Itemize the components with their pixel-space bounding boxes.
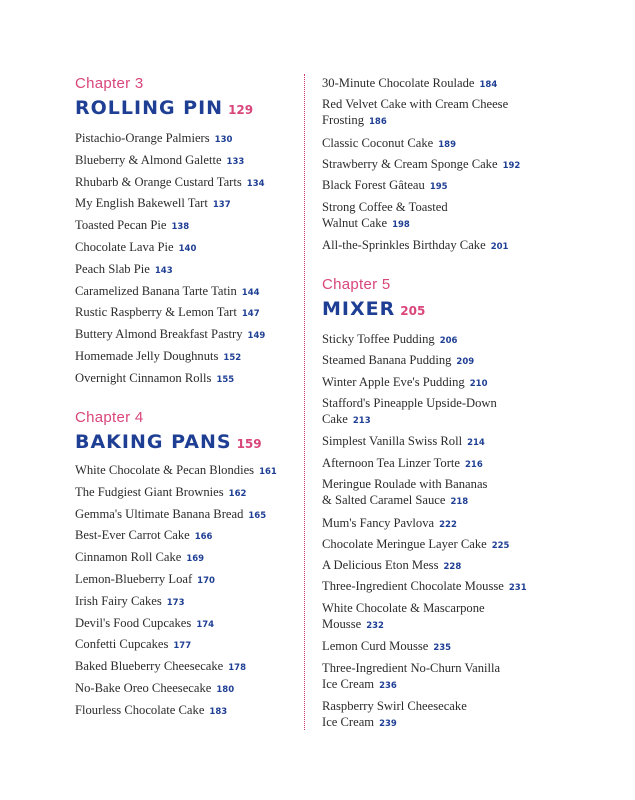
entry-title: Caramelized Banana Tarte Tatin <box>75 283 237 298</box>
entry-title: Chocolate Meringue Layer Cake <box>322 536 487 551</box>
entry-title: Overnight Cinnamon Rolls <box>75 370 212 385</box>
entry-title: Red Velvet Cake with Cream Cheese <box>322 97 509 112</box>
toc-entry <box>322 156 520 174</box>
entry-title: The Fudgiest Giant Brownies <box>75 484 224 499</box>
chapter-3-section <box>75 75 290 385</box>
entry-page-number: 214 <box>467 438 485 449</box>
toc-entry <box>75 195 231 213</box>
entry-page-number: 173 <box>166 597 185 608</box>
entry-title: Steamed Banana Pudding <box>322 353 452 368</box>
entry-title: Blueberry & Almond Galette <box>75 152 222 167</box>
entry-page-number: 235 <box>433 643 452 654</box>
entry-page-number: 239 <box>379 719 397 729</box>
entry-title: Lemon-Blueberry Loaf <box>75 572 193 586</box>
toc-entry <box>322 352 474 370</box>
chapter-3-title-text: ROLLING PIN <box>75 97 224 119</box>
entry-page-number: 213 <box>352 415 371 426</box>
entry-title: Mum's Fancy Pavlova <box>322 515 435 530</box>
toc-entry <box>75 484 246 502</box>
chapter-5-section <box>322 277 622 321</box>
toc-entry <box>322 578 527 596</box>
entry-title: White Chocolate & Pecan Blondies <box>75 463 255 477</box>
chapter-4-label: Chapter 4 <box>75 409 144 426</box>
entry-title: Peach Slab Pie <box>75 261 150 276</box>
toc-entry <box>322 395 497 429</box>
entry-title: Chocolate Lava Pie <box>75 240 174 254</box>
entry-page-number: 231 <box>508 583 527 594</box>
entry-title-continued: Cake <box>322 411 348 426</box>
entry-page-number: 178 <box>228 663 247 674</box>
entry-page-number: 165 <box>248 510 267 521</box>
chapter-5-label: Chapter 5 <box>322 276 391 293</box>
entry-title: White Chocolate & Mascarpone <box>322 600 485 615</box>
entry-page-number: 144 <box>241 287 260 298</box>
entry-title: Gemma's Ultimate Banana Bread <box>75 506 244 521</box>
toc-entry <box>75 261 173 279</box>
toc-entry <box>75 462 277 480</box>
entry-title: Best-Ever Carrot Cake <box>75 528 190 543</box>
toc-entry <box>75 130 232 148</box>
toc-entry <box>75 636 191 654</box>
entry-title: Raspberry Swirl Cheesecake <box>322 699 467 713</box>
chapter-5-title <box>322 297 622 321</box>
entry-page-number: 137 <box>212 200 231 211</box>
entry-title: Irish Fairy Cakes <box>75 593 162 608</box>
entry-title-continued: Ice Cream <box>322 715 375 729</box>
entry-page-number: 209 <box>456 357 475 368</box>
toc-entry <box>75 348 241 366</box>
entry-page-number: 195 <box>429 182 448 193</box>
toc-entry <box>75 370 234 388</box>
toc-entry <box>75 326 265 344</box>
toc-entry <box>322 374 487 392</box>
entry-page-number: 166 <box>194 532 213 543</box>
toc-entry <box>75 549 204 567</box>
toc-entry <box>75 239 196 257</box>
entry-page-number: 149 <box>247 331 266 342</box>
chapter-4-title-text: BAKING PANS <box>75 431 232 453</box>
toc-entry <box>322 515 457 533</box>
entry-page-number: 210 <box>469 378 488 389</box>
entry-title: 30-Minute Chocolate Roulade <box>322 76 475 90</box>
entry-title-continued: Frosting <box>322 113 364 128</box>
entry-page-number: 192 <box>502 161 521 172</box>
chapter-3-label: Chapter 3 <box>75 75 144 92</box>
entry-page-number: 232 <box>366 620 384 631</box>
entry-title: Stafford's Pineapple Upside-Down <box>322 395 497 410</box>
entry-page-number: 143 <box>154 265 173 276</box>
entry-page-number: 228 <box>443 562 462 573</box>
toc-entry <box>322 433 485 451</box>
entry-page-number: 201 <box>490 242 509 253</box>
toc-entry <box>322 75 497 93</box>
entry-page-number: 236 <box>379 680 397 691</box>
entry-title: Buttery Almond Breakfast Pastry <box>75 327 243 342</box>
chapter-4-section <box>75 409 290 717</box>
toc-entry <box>75 680 234 698</box>
entry-title-continued: Ice Cream <box>322 676 375 691</box>
entry-title: A Delicious Eton Mess <box>322 558 439 573</box>
entry-page-number: 184 <box>479 80 498 90</box>
entry-page-number: 161 <box>259 467 277 477</box>
entry-title-continued: Walnut Cake <box>322 215 388 230</box>
entry-title-line2 <box>322 215 448 233</box>
entry-title-line2 <box>322 411 497 429</box>
toc-entry <box>75 174 265 192</box>
entry-title: Winter Apple Eve's Pudding <box>322 374 465 389</box>
toc-entry <box>322 237 508 255</box>
entry-page-number: 155 <box>216 374 235 385</box>
toc-entry <box>322 331 457 349</box>
entry-title-line2 <box>322 676 500 694</box>
entry-title: Confetti Cupcakes <box>75 637 169 652</box>
chapter-4-title <box>75 430 290 454</box>
entry-page-number: 138 <box>171 222 190 233</box>
entry-title: Sticky Toffee Pudding <box>322 332 435 346</box>
entry-page-number: 216 <box>465 459 483 470</box>
entry-page-number: 180 <box>216 685 235 695</box>
entry-page-number: 225 <box>491 540 510 551</box>
toc-entry <box>75 304 260 322</box>
entry-page-number: 218 <box>450 497 469 507</box>
entry-page-number: 222 <box>439 519 457 530</box>
chapter-5-page: 205 <box>400 304 426 318</box>
entry-page-number: 152 <box>223 353 242 363</box>
column-divider <box>304 74 305 730</box>
entry-page-number: 134 <box>246 178 265 189</box>
entry-title: All-the-Sprinkles Birthday Cake <box>322 238 486 253</box>
entry-title: My English Bakewell Tart <box>75 196 208 211</box>
entry-title-continued: & Salted Caramel Sauce <box>322 493 446 507</box>
entry-title: Cinnamon Roll Cake <box>75 550 182 565</box>
entry-page-number: 147 <box>241 309 260 320</box>
entry-page-number: 170 <box>197 576 215 586</box>
entry-title: Strong Coffee & Toasted <box>322 199 448 214</box>
toc-entry <box>322 135 456 153</box>
toc-entry <box>75 702 227 720</box>
entry-title: Rhubarb & Orange Custard Tarts <box>75 174 242 189</box>
toc-entry <box>75 152 244 170</box>
toc-entry <box>75 615 214 633</box>
entry-title: Three-Ingredient Chocolate Mousse <box>322 579 504 594</box>
entry-title: Homemade Jelly Doughnuts <box>75 349 219 363</box>
chapter-5-title-text: MIXER <box>322 298 396 320</box>
entry-title-continued: Mousse <box>322 616 362 631</box>
toc-entry <box>322 476 487 510</box>
entry-page-number: 130 <box>214 135 233 145</box>
entry-title: Strawberry & Cream Sponge Cake <box>322 157 498 172</box>
entry-page-number: 183 <box>209 706 228 717</box>
entry-page-number: 162 <box>228 488 247 499</box>
chapter-3-title <box>75 96 290 120</box>
entry-title: Lemon Curd Mousse <box>322 639 429 654</box>
entry-title-line2 <box>322 714 467 732</box>
toc-entry <box>322 177 448 195</box>
toc-entry <box>75 506 266 524</box>
toc-entry <box>322 455 483 473</box>
toc-entry <box>322 557 461 575</box>
toc-entry <box>75 593 185 611</box>
toc-entry <box>75 527 212 545</box>
entry-page-number: 206 <box>439 336 458 346</box>
toc-entry <box>322 660 500 694</box>
toc-entry <box>322 96 508 130</box>
entry-title: Pistachio-Orange Palmiers <box>75 131 210 145</box>
entry-page-number: 174 <box>196 619 215 630</box>
entry-page-number: 169 <box>186 554 205 565</box>
toc-entry <box>75 283 260 301</box>
entry-title: Rustic Raspberry & Lemon Tart <box>75 305 237 320</box>
toc-entry <box>322 638 451 656</box>
entry-title: Devil's Food Cupcakes <box>75 615 192 630</box>
toc-entry <box>322 199 448 233</box>
entry-title: No-Bake Oreo Cheesecake <box>75 681 212 695</box>
entry-title: Flourless Chocolate Cake <box>75 702 205 717</box>
entry-title: Three-Ingredient No-Churn Vanilla <box>322 660 501 675</box>
chapter-4-page: 159 <box>236 437 262 451</box>
entry-page-number: 133 <box>226 156 245 167</box>
entry-title-line2 <box>322 112 508 130</box>
entry-title: Meringue Roulade with Bananas <box>322 477 488 491</box>
entry-page-number: 186 <box>369 117 387 128</box>
entry-title: Toasted Pecan Pie <box>75 218 167 233</box>
entry-title: Classic Coconut Cake <box>322 135 434 150</box>
toc-entry <box>75 658 246 676</box>
toc-entry <box>75 571 215 589</box>
entry-title-line2 <box>322 492 487 510</box>
toc-entry <box>75 217 189 235</box>
toc-entry <box>322 698 467 732</box>
entry-page-number: 140 <box>178 244 197 254</box>
entry-page-number: 189 <box>438 139 456 150</box>
entry-page-number: 198 <box>392 219 410 230</box>
toc-entry <box>322 600 485 634</box>
toc-entry <box>322 536 509 554</box>
entry-title: Afternoon Tea Linzer Torte <box>322 455 460 470</box>
chapter-3-page: 129 <box>228 103 254 117</box>
entry-page-number: 177 <box>173 641 192 652</box>
entry-title-line2 <box>322 616 485 634</box>
entry-title: Baked Blueberry Cheesecake <box>75 659 224 674</box>
entry-title: Black Forest Gâteau <box>322 178 425 193</box>
entry-title: Simplest Vanilla Swiss Roll <box>322 434 463 449</box>
